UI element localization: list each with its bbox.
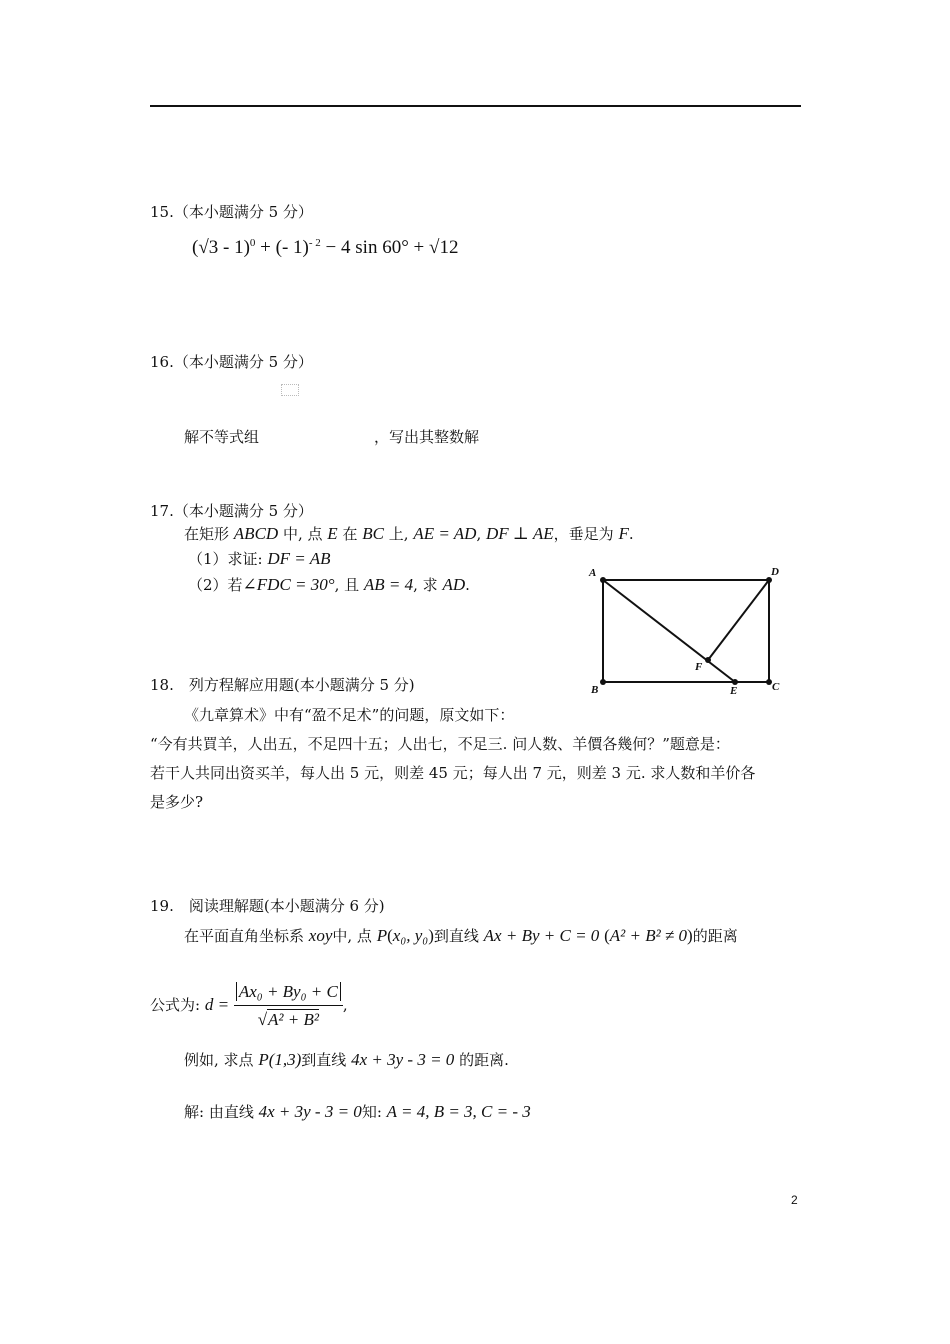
q19-point-coords: x₀, y₀	[392, 926, 429, 945]
q15-term2-exp: - 2	[308, 237, 321, 249]
q19-text: ,	[342, 996, 348, 1014]
q17-text: ，垂足为	[553, 525, 614, 543]
q19-denominator: A² + B²	[268, 1010, 319, 1029]
q19-coefficients: A = 4, B = 3, C = - 3	[386, 1102, 531, 1121]
q19-xoy: xoy	[308, 926, 333, 945]
q15-term3: 4 sin 60°	[341, 237, 409, 258]
q18-line1: 《九章算术》中有“盈不足术”的问题，原文如下：	[184, 706, 515, 724]
q19-text: 中, 点	[332, 927, 372, 945]
rect-abcd	[603, 580, 769, 682]
q19-example-point: P(1,3)	[258, 1050, 302, 1069]
header-rule	[150, 105, 801, 107]
q18-line3: 若干人共同出资买羊，每人出 5 元，则差 45 元；每人出 7 元，则差 3 元. 求人数和羊价各	[150, 764, 756, 782]
q17-text: , 求	[413, 576, 438, 594]
q19-example-line: 4x + 3y - 3 = 0	[351, 1050, 455, 1069]
q15-plus2: +	[413, 237, 425, 258]
q17-rect: ABCD	[233, 524, 279, 543]
q17-part1-expr: DF = AB	[267, 549, 331, 568]
q16-text-after: ，写出其整数解	[374, 428, 480, 446]
q17-ad: AD	[442, 575, 466, 594]
q17-text: ,	[476, 525, 482, 543]
q15-term1-exp: 0	[249, 237, 256, 249]
q19-example	[184, 1050, 509, 1070]
q17-text: .	[465, 576, 470, 594]
q15-expression	[192, 238, 458, 260]
q19-fraction: $\frac{\text{Ax₀ + By₀ + C}}{\text{√A² + B²}}$	[234, 980, 343, 1032]
point-f	[705, 657, 711, 663]
rectangle-figure	[583, 566, 793, 702]
q16-system-placeholder	[281, 384, 299, 396]
q16-header: 16.（本小题满分 5 分）	[150, 353, 313, 371]
point-b	[600, 679, 606, 685]
label-f: F	[695, 661, 703, 673]
q17-angle: ∠FDC = 30°	[242, 575, 335, 594]
q15-plus1: +	[260, 237, 271, 258]
q15-minus: −	[325, 237, 337, 258]
q17-text: 在	[342, 525, 358, 543]
q15-header: 15.（本小题满分 5 分）	[150, 203, 313, 221]
q15-term1: (√3 - 1)	[192, 237, 250, 258]
q17-df-perp-ae: DF ⊥ AE	[486, 524, 554, 543]
q19-solution-line: 4x + 3y - 3 = 0	[258, 1102, 362, 1121]
point-a	[600, 577, 606, 583]
label-b: B	[591, 684, 599, 696]
q19-formula	[150, 980, 348, 1032]
label-d: D	[771, 566, 779, 578]
q17-header: 17.（本小题满分 5 分）	[150, 502, 313, 520]
q19-text: 在平面直角坐标系	[184, 927, 305, 945]
q17-part2	[188, 575, 470, 595]
q19-formula-d: d =	[204, 995, 230, 1014]
q17-text: , 且	[334, 576, 360, 594]
q17-point-e: E	[327, 524, 338, 543]
label-e: E	[730, 685, 738, 697]
label-c: C	[772, 681, 780, 693]
q17-segment-bc: BC	[362, 524, 384, 543]
q17-text: 中, 点	[282, 525, 323, 543]
q19-text: 到直线	[301, 1051, 347, 1069]
q17-part2-label: （2）若	[188, 576, 243, 594]
q17-text: 在矩形	[184, 525, 230, 543]
q19-line1: 在平面直角坐标系 xoy中, 点 P(x₀, y₀)到直线 Ax + By + C = 0 (A² + B² ≠ 0)的距离	[184, 926, 738, 945]
q19-line-equation: Ax + By + C = 0	[483, 926, 600, 945]
q17-point-f: F	[618, 524, 629, 543]
q19-point-p: P	[376, 926, 388, 945]
q17-ab: AB = 4	[363, 575, 414, 594]
q16-text-before: 解不等式组	[184, 428, 260, 446]
q17-part1-label: （1）求证:	[188, 550, 263, 568]
q19-formula-label: 公式为:	[150, 996, 201, 1014]
page-number: 2	[791, 1193, 798, 1207]
q19-text: 知:	[361, 1103, 382, 1121]
q15-term4: √12	[429, 237, 459, 258]
q17-text: .	[628, 525, 634, 543]
q15-term2: (- 1)	[275, 237, 309, 258]
q18-line4: 是多少?	[150, 793, 204, 811]
q19-text: 到直线	[433, 927, 479, 945]
q19-solution	[184, 1102, 531, 1122]
q19-numerator: Ax₀ + By₀ + C	[236, 982, 341, 1001]
segment-ae	[603, 580, 735, 682]
q19-text: 解: 由直线	[184, 1103, 254, 1121]
label-a: A	[589, 567, 597, 579]
q17-part1	[188, 549, 331, 569]
q18-line2: “今有共買羊，人出五，不足四十五；人出七，不足三. 问人数、羊價各幾何？”题意是：	[150, 735, 730, 753]
q19-text: 的距离	[692, 927, 738, 945]
q17-ae-ad: AE = AD	[413, 524, 477, 543]
q17-text: 上,	[388, 525, 409, 543]
q19-header: 19. 阅读理解题(本小题满分 6 分)	[150, 897, 385, 915]
q19-text: 例如, 求点	[184, 1051, 254, 1069]
segment-df	[708, 580, 769, 660]
q18-header: 18. 列方程解应用题(本小题满分 5 分)	[150, 676, 415, 694]
q19-text: 的距离.	[459, 1051, 509, 1069]
q17-line1	[184, 524, 634, 544]
q19-condition: A² + B² ≠ 0	[609, 926, 688, 945]
